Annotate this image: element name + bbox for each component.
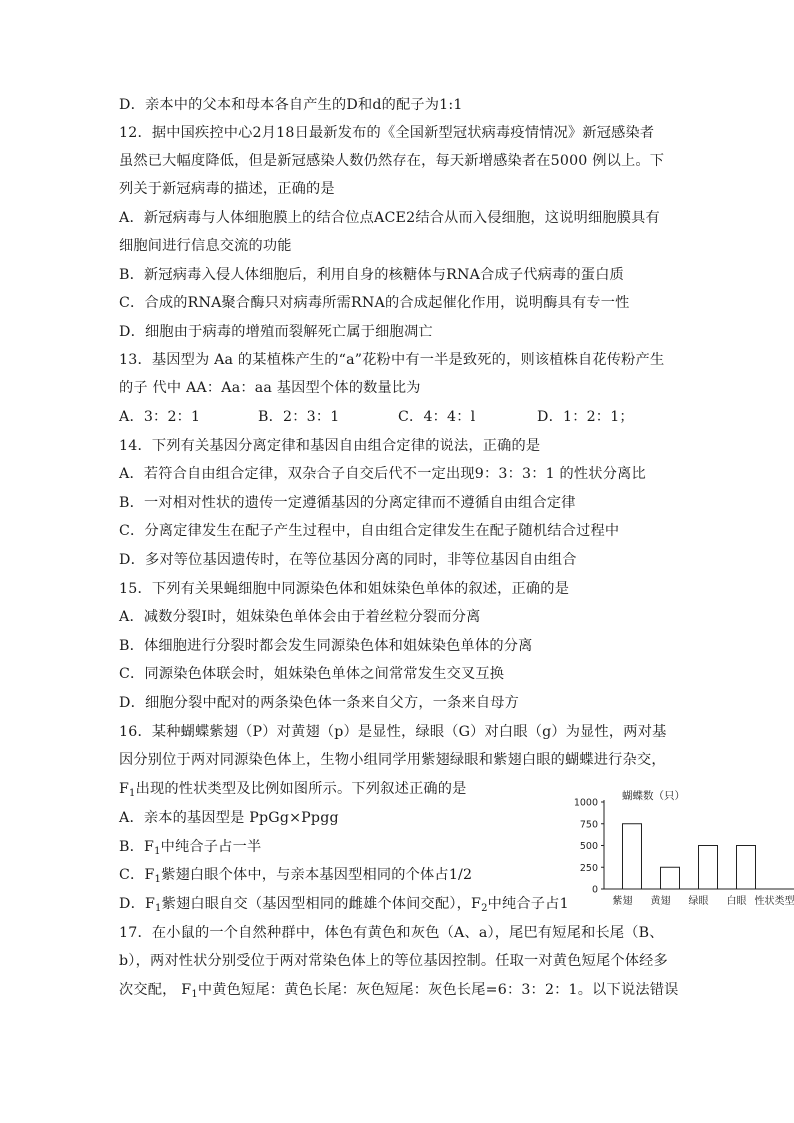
q13-options — [119, 407, 200, 427]
q16-option-d-subscript-2: 2 — [481, 903, 488, 914]
q16-option-b-prefix: B．F — [119, 839, 155, 855]
bar-黄翅 — [661, 867, 680, 889]
q12-stem-line-1: 12．据中国疾控中心2月18日最新发布的《全国新型冠状病毒疫情情况》新冠感染者 — [119, 125, 655, 141]
q12-option-c: C．合成的RNA聚合酶只对病毒所需RNA的合成起催化作用，说明酶具有专一性 — [119, 295, 630, 311]
q16-stem-line-1: 16．某种蝴蝶紫翅（P）对黄翅（p）是显性，绿眼（G）对白眼（g）为显性，两对基 — [119, 724, 667, 740]
y-tick-label: 500 — [579, 841, 598, 852]
q13-stem-line-1: 13．基因型为 Aa 的某植株产生的“a”花粉中有一半是致死的，则该植株自花传粉产生 — [119, 352, 665, 368]
q16-option-a: A．亲本的基因型是 PpGg×Ppgg — [119, 810, 339, 826]
q15-option-a: A．减数分裂Ⅰ时，姐妹染色单体会由于着丝粒分裂而分离 — [119, 609, 481, 625]
x-labels — [613, 894, 794, 907]
bar-白眼 — [737, 846, 756, 890]
q17-stem-line-1: 17．在小鼠的一个自然种群中，体色有黄色和灰色（A、a），尾巴有短尾和长尾（B、 — [119, 925, 664, 941]
y-tick-label: 1000 — [573, 797, 598, 809]
q16-stem-line-2: 因分别位于两对同源染色体上，生物小组同学用紫翅绿眼和紫翅白眼的蝴蝶进行杂交， — [119, 752, 666, 768]
q16-option-b — [119, 837, 261, 862]
q16-option-c-prefix: C．F — [119, 867, 155, 883]
q14-option-a: A．若符合自由组合定律，双杂合子自交后代不一定出现9：3：3：1 的性状分离比 — [119, 466, 646, 482]
y-tick-label: 0 — [591, 884, 598, 896]
q13-option-a: A．3：2：1 — [119, 409, 201, 425]
q12-option-d: D．细胞由于病毒的增殖而裂解死亡属于细胞凋亡 — [119, 324, 433, 340]
q13-option-d: D．1：2：1； — [537, 409, 634, 425]
y-ticks — [574, 798, 604, 896]
q12-option-a-line-2: 细胞间进行信息交流的功能 — [119, 238, 292, 254]
q14-stem: 14．下列有关基因分离定律和基因自由组合定律的说法，正确的是 — [119, 438, 541, 454]
bars — [623, 824, 756, 889]
q16-option-b-text: 中纯合子占一半 — [160, 839, 262, 855]
q16-option-c-text: 紫翅白眼个体中，与亲本基因型相同的个体占1/2 — [161, 867, 473, 883]
q12-option-b: B．新冠病毒入侵人体细胞后，利用自身的核糖体与RNA合成子代病毒的蛋白质 — [119, 267, 624, 283]
chart-svg — [560, 780, 794, 915]
q17-stem-line-3-text: 中黄色短尾：黄色长尾：灰色短尾：灰色长尾=6：3：2：1。以下说法错误 — [197, 982, 679, 998]
q16-option-d-text: 中纯合子占1 — [487, 896, 569, 912]
q13-option-b: B．2：3：1 — [258, 409, 340, 425]
q17-f-subscript: 1 — [191, 989, 198, 1000]
q14-option-b: B．一对相对性状的遗传一定遵循基因的分离定律而不遵循自由组合定律 — [119, 495, 576, 511]
q12-stem-line-3: 列关于新冠病毒的描述，正确的是 — [119, 181, 335, 197]
q15-option-c: C．同源染色体联会时，姐妹染色单体之间常常发生交叉互换 — [119, 666, 505, 682]
x-category-label: 白眼 — [726, 896, 747, 907]
q15-stem: 15．下列有关果蝇细胞中同源染色体和姐妹染色单体的叙述，正确的是 — [119, 581, 570, 597]
x-axis-title: 性状类型 — [754, 896, 794, 907]
q13-stem-line-2: 的子 代中 AA：Aa：aa 基因型个体的数量比为 — [119, 380, 421, 396]
q16-option-d-middle: 紫翅白眼自交（基因型相同的雌雄个体间交配），F — [161, 896, 482, 912]
q17-stem-line-2: b），两对性状分别受位于两对常染色体上的等位基因控制。任取一对黄色短尾个体经多 — [119, 953, 668, 969]
q17-stem-line-3-prefix: 次交配， F — [119, 982, 192, 998]
q12-option-a-line-1: A．新冠病毒与人体细胞膜上的结合位点ACE2结合从而入侵细胞，这说明细胞膜具有 — [119, 210, 660, 226]
q16-option-c-subscript: 1 — [154, 874, 162, 885]
x-category-label: 绿眼 — [688, 896, 709, 907]
chart-title: 蝴蝶数（只） — [622, 790, 685, 802]
y-tick-label: 250 — [579, 862, 598, 874]
q16-option-c — [119, 865, 472, 890]
q14-option-c: C．分离定律发生在配子产生过程中，自由组合定律发生在配子随机结合过程中 — [119, 523, 620, 539]
q16-stem-line-3-text: 出现的性状类型及比例如图所示。下列叙述正确的是 — [135, 781, 467, 797]
bar-紫翅 — [623, 824, 642, 889]
q16-option-d — [119, 894, 569, 919]
q17-stem-line-3 — [119, 980, 679, 1005]
q16-option-d-subscript: 1 — [155, 903, 162, 914]
q16-f-label: F — [119, 781, 130, 797]
q15-option-d: D．细胞分裂中配对的两条染色体一条来自父方，一条来自母方 — [119, 695, 520, 711]
q11-option-d: D．亲本中的父本和母本各自产生的D和d的配子为1:1 — [119, 97, 463, 113]
x-category-label: 黄翅 — [650, 896, 671, 907]
x-category-label: 紫翅 — [612, 896, 633, 907]
q16-option-b-subscript: 1 — [154, 846, 161, 857]
q14-option-d: D．多对等位基因遗传时，在等位基因分离的同时，非等位基因自由组合 — [119, 552, 577, 568]
q15-option-b: B．体细胞进行分裂时都会发生同源染色体和姐妹染色单体的分离 — [119, 638, 533, 654]
q13-option-c: C．4：4：l — [398, 409, 476, 425]
q16-stem-line-3 — [119, 779, 467, 804]
q16-option-d-prefix: D．F — [119, 896, 156, 912]
bar-绿眼 — [699, 846, 718, 890]
q16-f-subscript: 1 — [129, 788, 136, 799]
q12-stem-line-2: 虽然已大幅度降低，但是新冠感染人数仍然存在，每天新增感染者在5000 例以上。下 — [119, 153, 665, 169]
y-tick-label: 750 — [579, 819, 598, 831]
butterfly-bar-chart — [560, 780, 794, 919]
